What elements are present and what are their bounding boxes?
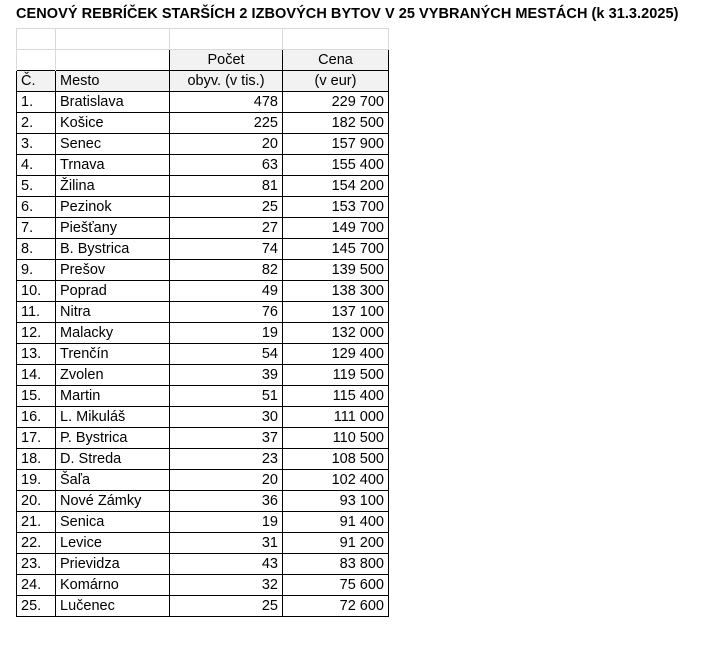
table-row [17,91,389,112]
row-number[interactable]: 3. [17,133,56,154]
row-city[interactable]: Malacky [56,322,170,343]
table-row [17,553,389,574]
row-number[interactable]: 8. [17,238,56,259]
row-city[interactable]: Nitra [56,301,170,322]
empty-grid-row [17,29,389,50]
row-number[interactable]: 22. [17,532,56,553]
row-population[interactable]: 20 [170,469,283,490]
header-price-line2[interactable]: (v eur) [283,70,389,91]
row-city[interactable]: Senica [56,511,170,532]
row-city[interactable]: Martin [56,385,170,406]
grid-cell[interactable] [170,29,283,50]
grid-cell[interactable] [17,49,56,70]
row-number[interactable]: 20. [17,490,56,511]
row-population[interactable]: 49 [170,280,283,301]
row-price[interactable]: 72 600 [283,595,389,616]
row-population[interactable]: 19 [170,322,283,343]
row-city[interactable]: Trnava [56,154,170,175]
row-price[interactable]: 129 400 [283,343,389,364]
row-population[interactable]: 25 [170,595,283,616]
row-population[interactable]: 81 [170,175,283,196]
row-price[interactable]: 91 400 [283,511,389,532]
row-population[interactable]: 478 [170,91,283,112]
row-number[interactable]: 23. [17,553,56,574]
table-row [17,490,389,511]
row-city[interactable]: L. Mikuláš [56,406,170,427]
header-population-line1[interactable]: Počet [170,49,283,70]
row-city[interactable]: P. Bystrica [56,427,170,448]
row-city[interactable]: Šaľa [56,469,170,490]
table-row [17,133,389,154]
header-row-top [17,49,389,70]
row-number[interactable]: 6. [17,196,56,217]
row-population[interactable]: 225 [170,112,283,133]
row-number[interactable]: 9. [17,259,56,280]
row-population[interactable]: 25 [170,196,283,217]
row-city[interactable]: B. Bystrica [56,238,170,259]
table-row [17,280,389,301]
header-row [17,70,389,91]
row-population[interactable]: 39 [170,364,283,385]
row-city[interactable]: Senec [56,133,170,154]
row-price[interactable]: 75 600 [283,574,389,595]
table-row [17,217,389,238]
table-row [17,595,389,616]
table-row [17,532,389,553]
row-population[interactable]: 63 [170,154,283,175]
row-city[interactable]: Košice [56,112,170,133]
table-row [17,196,389,217]
table-row [17,511,389,532]
row-price[interactable]: 119 500 [283,364,389,385]
table-row [17,301,389,322]
header-city[interactable]: Mesto [56,70,170,91]
grid-cell[interactable] [283,29,389,50]
table-row [17,154,389,175]
row-population[interactable]: 82 [170,259,283,280]
row-number[interactable]: 17. [17,427,56,448]
row-price[interactable]: 93 100 [283,490,389,511]
table-row [17,427,389,448]
row-population[interactable]: 54 [170,343,283,364]
row-city[interactable]: Komárno [56,574,170,595]
table-row [17,238,389,259]
row-city[interactable]: Prievidza [56,553,170,574]
row-price[interactable]: 155 400 [283,154,389,175]
row-city[interactable]: Žilina [56,175,170,196]
table-row [17,385,389,406]
row-number[interactable]: 18. [17,448,56,469]
row-city[interactable]: Levice [56,532,170,553]
row-number[interactable]: 12. [17,322,56,343]
row-price[interactable]: 229 700 [283,91,389,112]
row-price[interactable]: 132 000 [283,322,389,343]
row-number[interactable]: 4. [17,154,56,175]
row-population[interactable]: 32 [170,574,283,595]
table-row [17,406,389,427]
row-population[interactable]: 27 [170,217,283,238]
row-number[interactable]: 13. [17,343,56,364]
row-number[interactable]: 15. [17,385,56,406]
row-city[interactable]: Bratislava [56,91,170,112]
row-city[interactable]: Nové Zámky [56,490,170,511]
row-price[interactable]: 154 200 [283,175,389,196]
row-number[interactable]: 16. [17,406,56,427]
row-number[interactable]: 2. [17,112,56,133]
header-number[interactable]: Č. [17,70,56,91]
row-price[interactable]: 115 400 [283,385,389,406]
row-number[interactable]: 24. [17,574,56,595]
row-number[interactable]: 19. [17,469,56,490]
header-population-line2[interactable]: obyv. (v tis.) [170,70,283,91]
row-number[interactable]: 11. [17,301,56,322]
row-number[interactable]: 7. [17,217,56,238]
row-price[interactable]: 138 300 [283,280,389,301]
table-row [17,175,389,196]
table-row [17,322,389,343]
row-price[interactable]: 139 500 [283,259,389,280]
table-row [17,112,389,133]
table-row [17,448,389,469]
row-price[interactable]: 149 700 [283,217,389,238]
row-city[interactable]: Trenčín [56,343,170,364]
row-population[interactable]: 20 [170,133,283,154]
row-city[interactable]: Poprad [56,280,170,301]
row-population[interactable]: 19 [170,511,283,532]
row-city[interactable]: Piešťany [56,217,170,238]
row-price[interactable]: 153 700 [283,196,389,217]
table-row [17,574,389,595]
row-price[interactable]: 91 200 [283,532,389,553]
row-number[interactable]: 14. [17,364,56,385]
row-price[interactable]: 83 800 [283,553,389,574]
row-population[interactable]: 36 [170,490,283,511]
grid-cell[interactable] [56,49,170,70]
row-number[interactable]: 21. [17,511,56,532]
row-city[interactable]: Pezinok [56,196,170,217]
header-price-line1[interactable]: Cena [283,49,389,70]
row-price[interactable]: 137 100 [283,301,389,322]
row-price[interactable]: 145 700 [283,238,389,259]
table-row [17,364,389,385]
grid-cell[interactable] [56,29,170,50]
row-population[interactable]: 74 [170,238,283,259]
row-city[interactable]: Prešov [56,259,170,280]
row-population[interactable]: 43 [170,553,283,574]
grid-cell[interactable] [17,29,56,50]
row-price[interactable]: 110 500 [283,427,389,448]
row-number[interactable]: 10. [17,280,56,301]
row-number[interactable]: 1. [17,91,56,112]
row-population[interactable]: 23 [170,448,283,469]
row-number[interactable]: 25. [17,595,56,616]
row-population[interactable]: 31 [170,532,283,553]
row-population[interactable]: 51 [170,385,283,406]
row-city[interactable]: D. Streda [56,448,170,469]
row-population[interactable]: 30 [170,406,283,427]
row-population[interactable]: 37 [170,427,283,448]
row-price[interactable]: 111 000 [283,406,389,427]
table-row [17,469,389,490]
price-ranking-table [16,28,389,617]
row-price[interactable]: 182 500 [283,112,389,133]
row-population[interactable]: 76 [170,301,283,322]
table-row [17,343,389,364]
row-city[interactable]: Lučenec [56,595,170,616]
row-price[interactable]: 108 500 [283,448,389,469]
table-row [17,259,389,280]
table-title: CENOVÝ REBRÍČEK STARŠÍCH 2 IZBOVÝCH BYTOV V 25 VYBRANÝCH MESTÁCH (k 31.3.2025) [16,6,679,22]
row-city[interactable]: Zvolen [56,364,170,385]
row-price[interactable]: 157 900 [283,133,389,154]
row-price[interactable]: 102 400 [283,469,389,490]
row-number[interactable]: 5. [17,175,56,196]
